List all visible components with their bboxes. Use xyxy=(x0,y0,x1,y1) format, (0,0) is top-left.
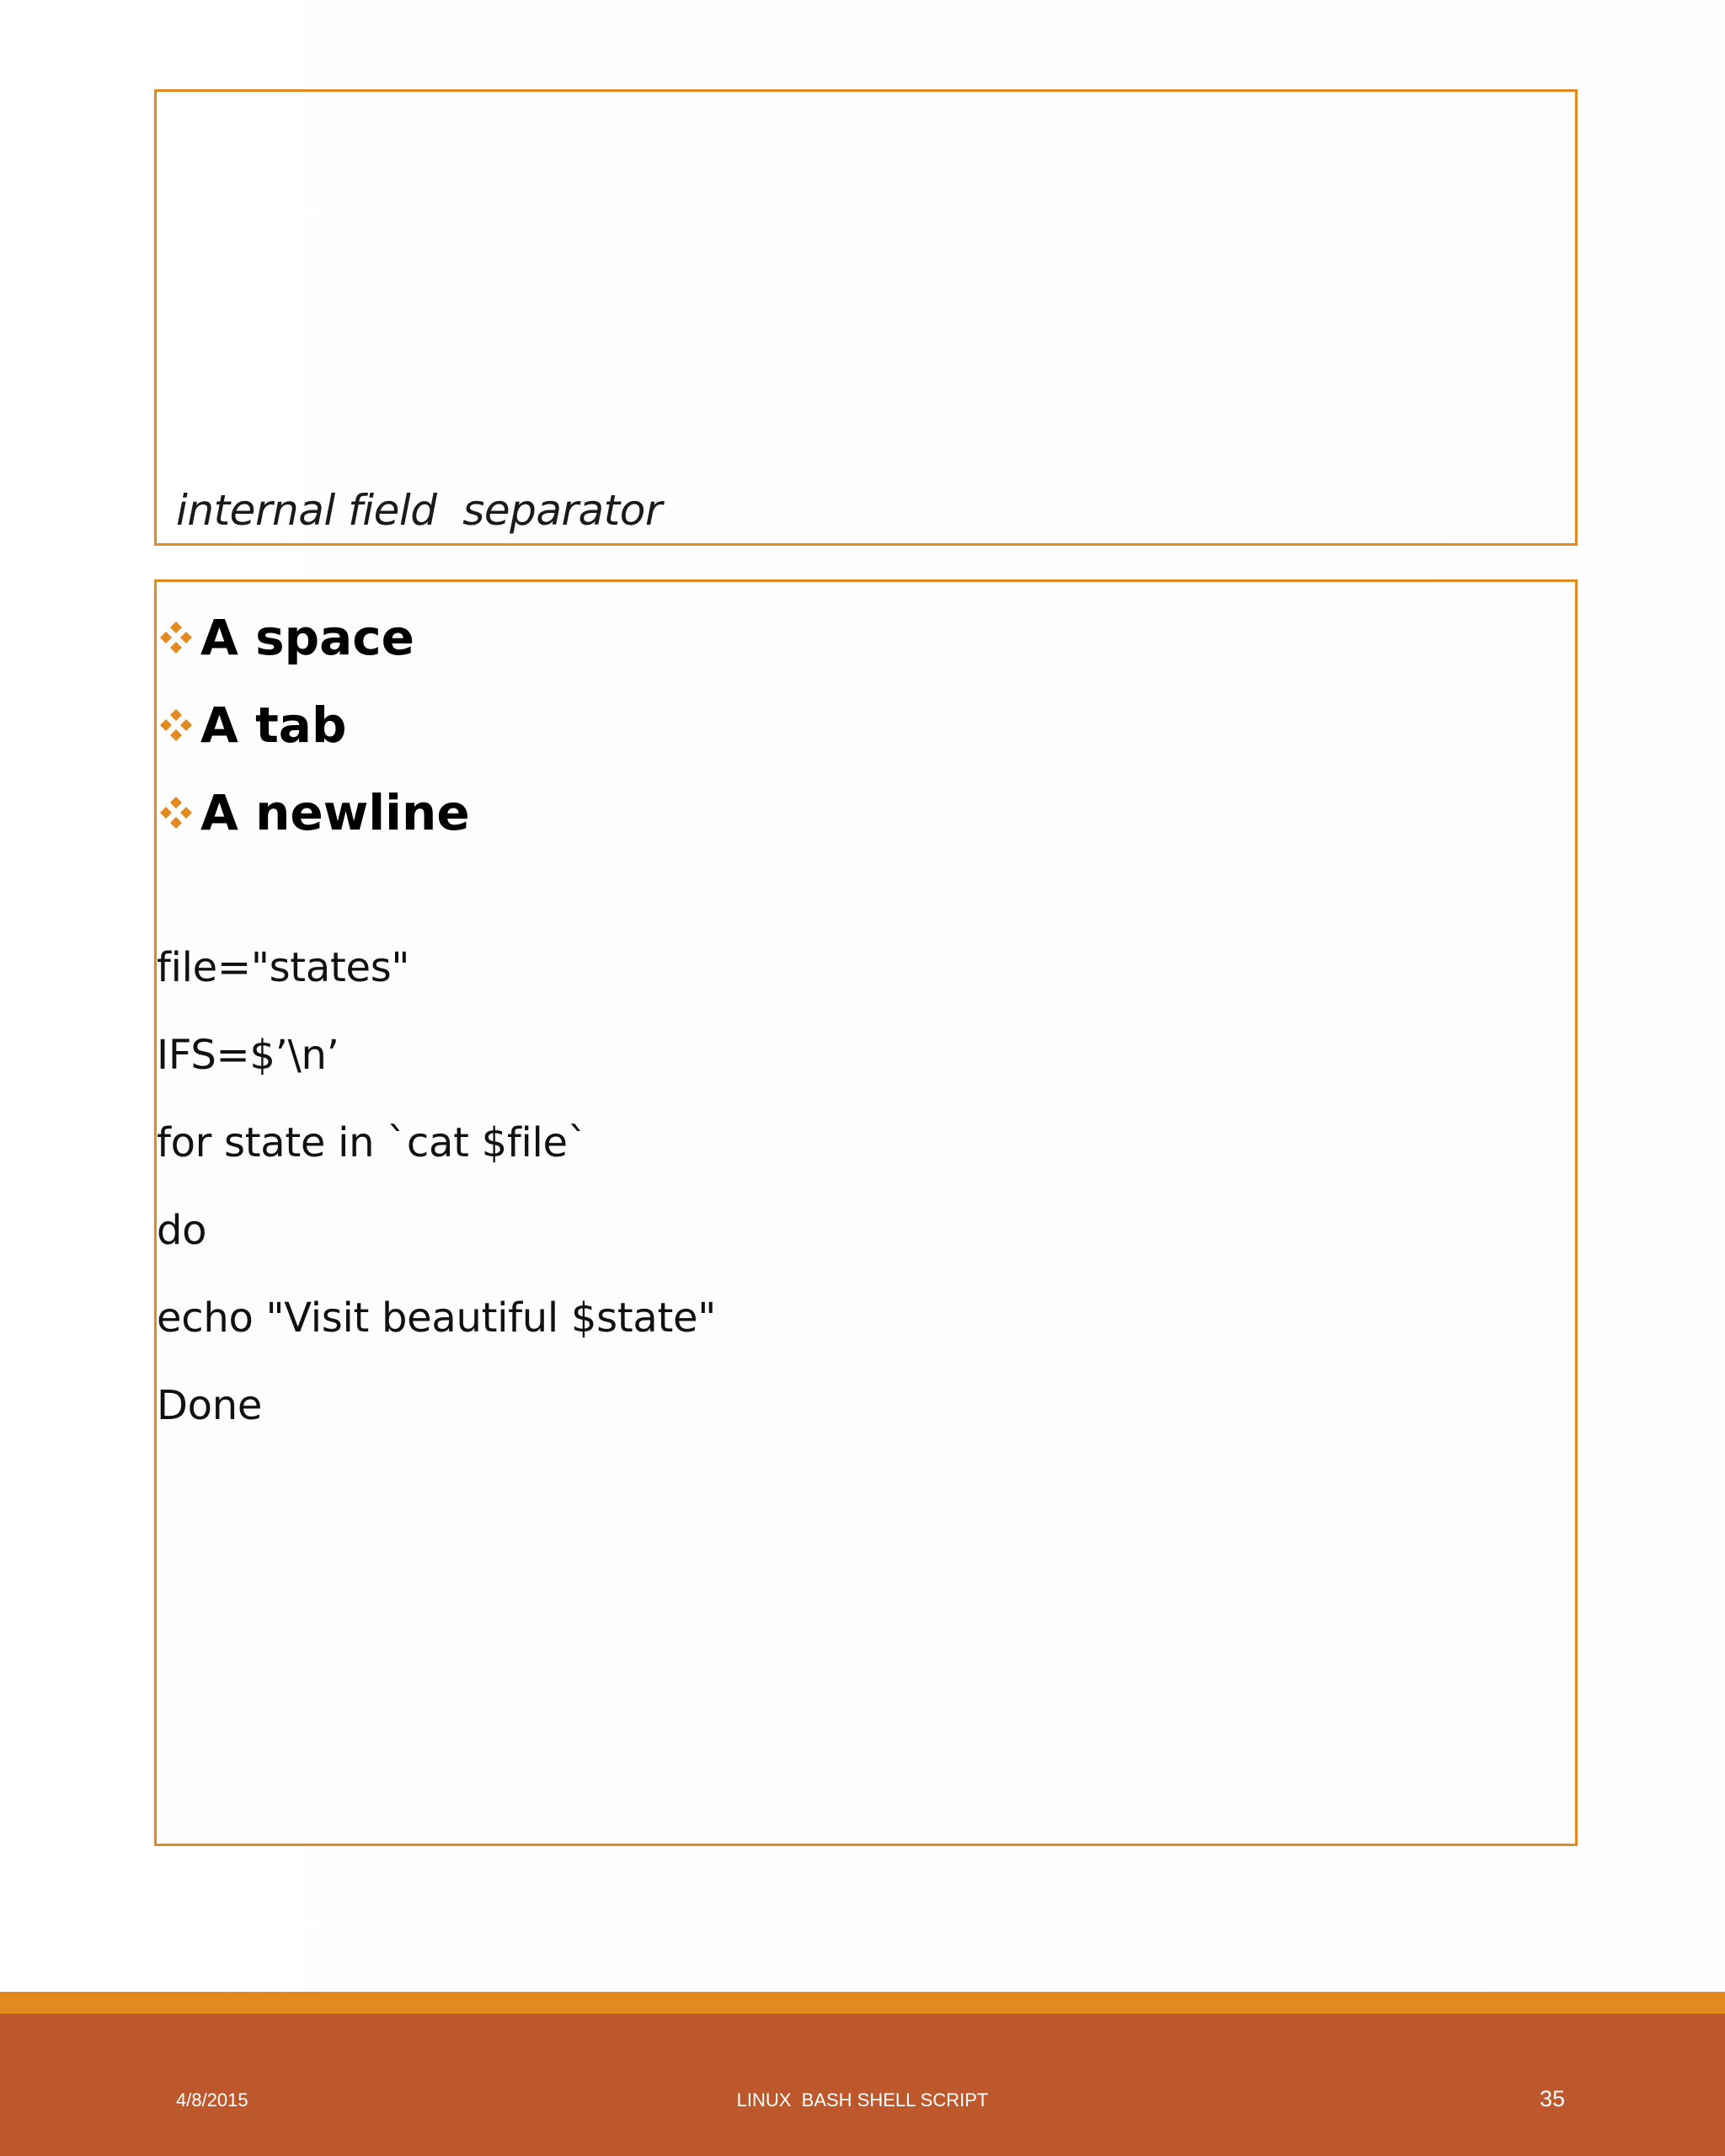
footer-accent-stripe xyxy=(0,1992,1725,2014)
code-block xyxy=(157,924,716,1449)
bullet-text: A space xyxy=(200,609,414,666)
bullet-item xyxy=(157,594,470,681)
code-line: echo "Visit beautiful $state" xyxy=(157,1294,717,1342)
footer xyxy=(0,2014,1725,2156)
bullet-list xyxy=(157,594,470,857)
title-placeholder xyxy=(154,89,1578,546)
diamond-bullet-icon xyxy=(157,706,195,744)
code-line: file="states" xyxy=(157,944,410,991)
code-line: IFS=$’\n’ xyxy=(157,1032,339,1079)
slide-title: internal field separator xyxy=(176,486,662,535)
diamond-bullet-icon xyxy=(157,618,195,657)
bullet-item xyxy=(157,769,470,857)
footer-title: LINUX BASH SHELL SCRIPT xyxy=(736,2089,989,2111)
code-line: do xyxy=(157,1207,207,1254)
page-number: 35 xyxy=(1539,2086,1565,2111)
bullet-text: A tab xyxy=(200,696,347,754)
bullet-text: A newline xyxy=(200,784,470,841)
bullet-item xyxy=(157,681,470,769)
footer-date: 4/8/2015 xyxy=(176,2089,248,2111)
content-placeholder xyxy=(154,579,1578,1846)
code-line: for state in `cat $file` xyxy=(157,1119,588,1166)
diamond-bullet-icon xyxy=(157,793,195,832)
code-line: Done xyxy=(157,1382,263,1429)
